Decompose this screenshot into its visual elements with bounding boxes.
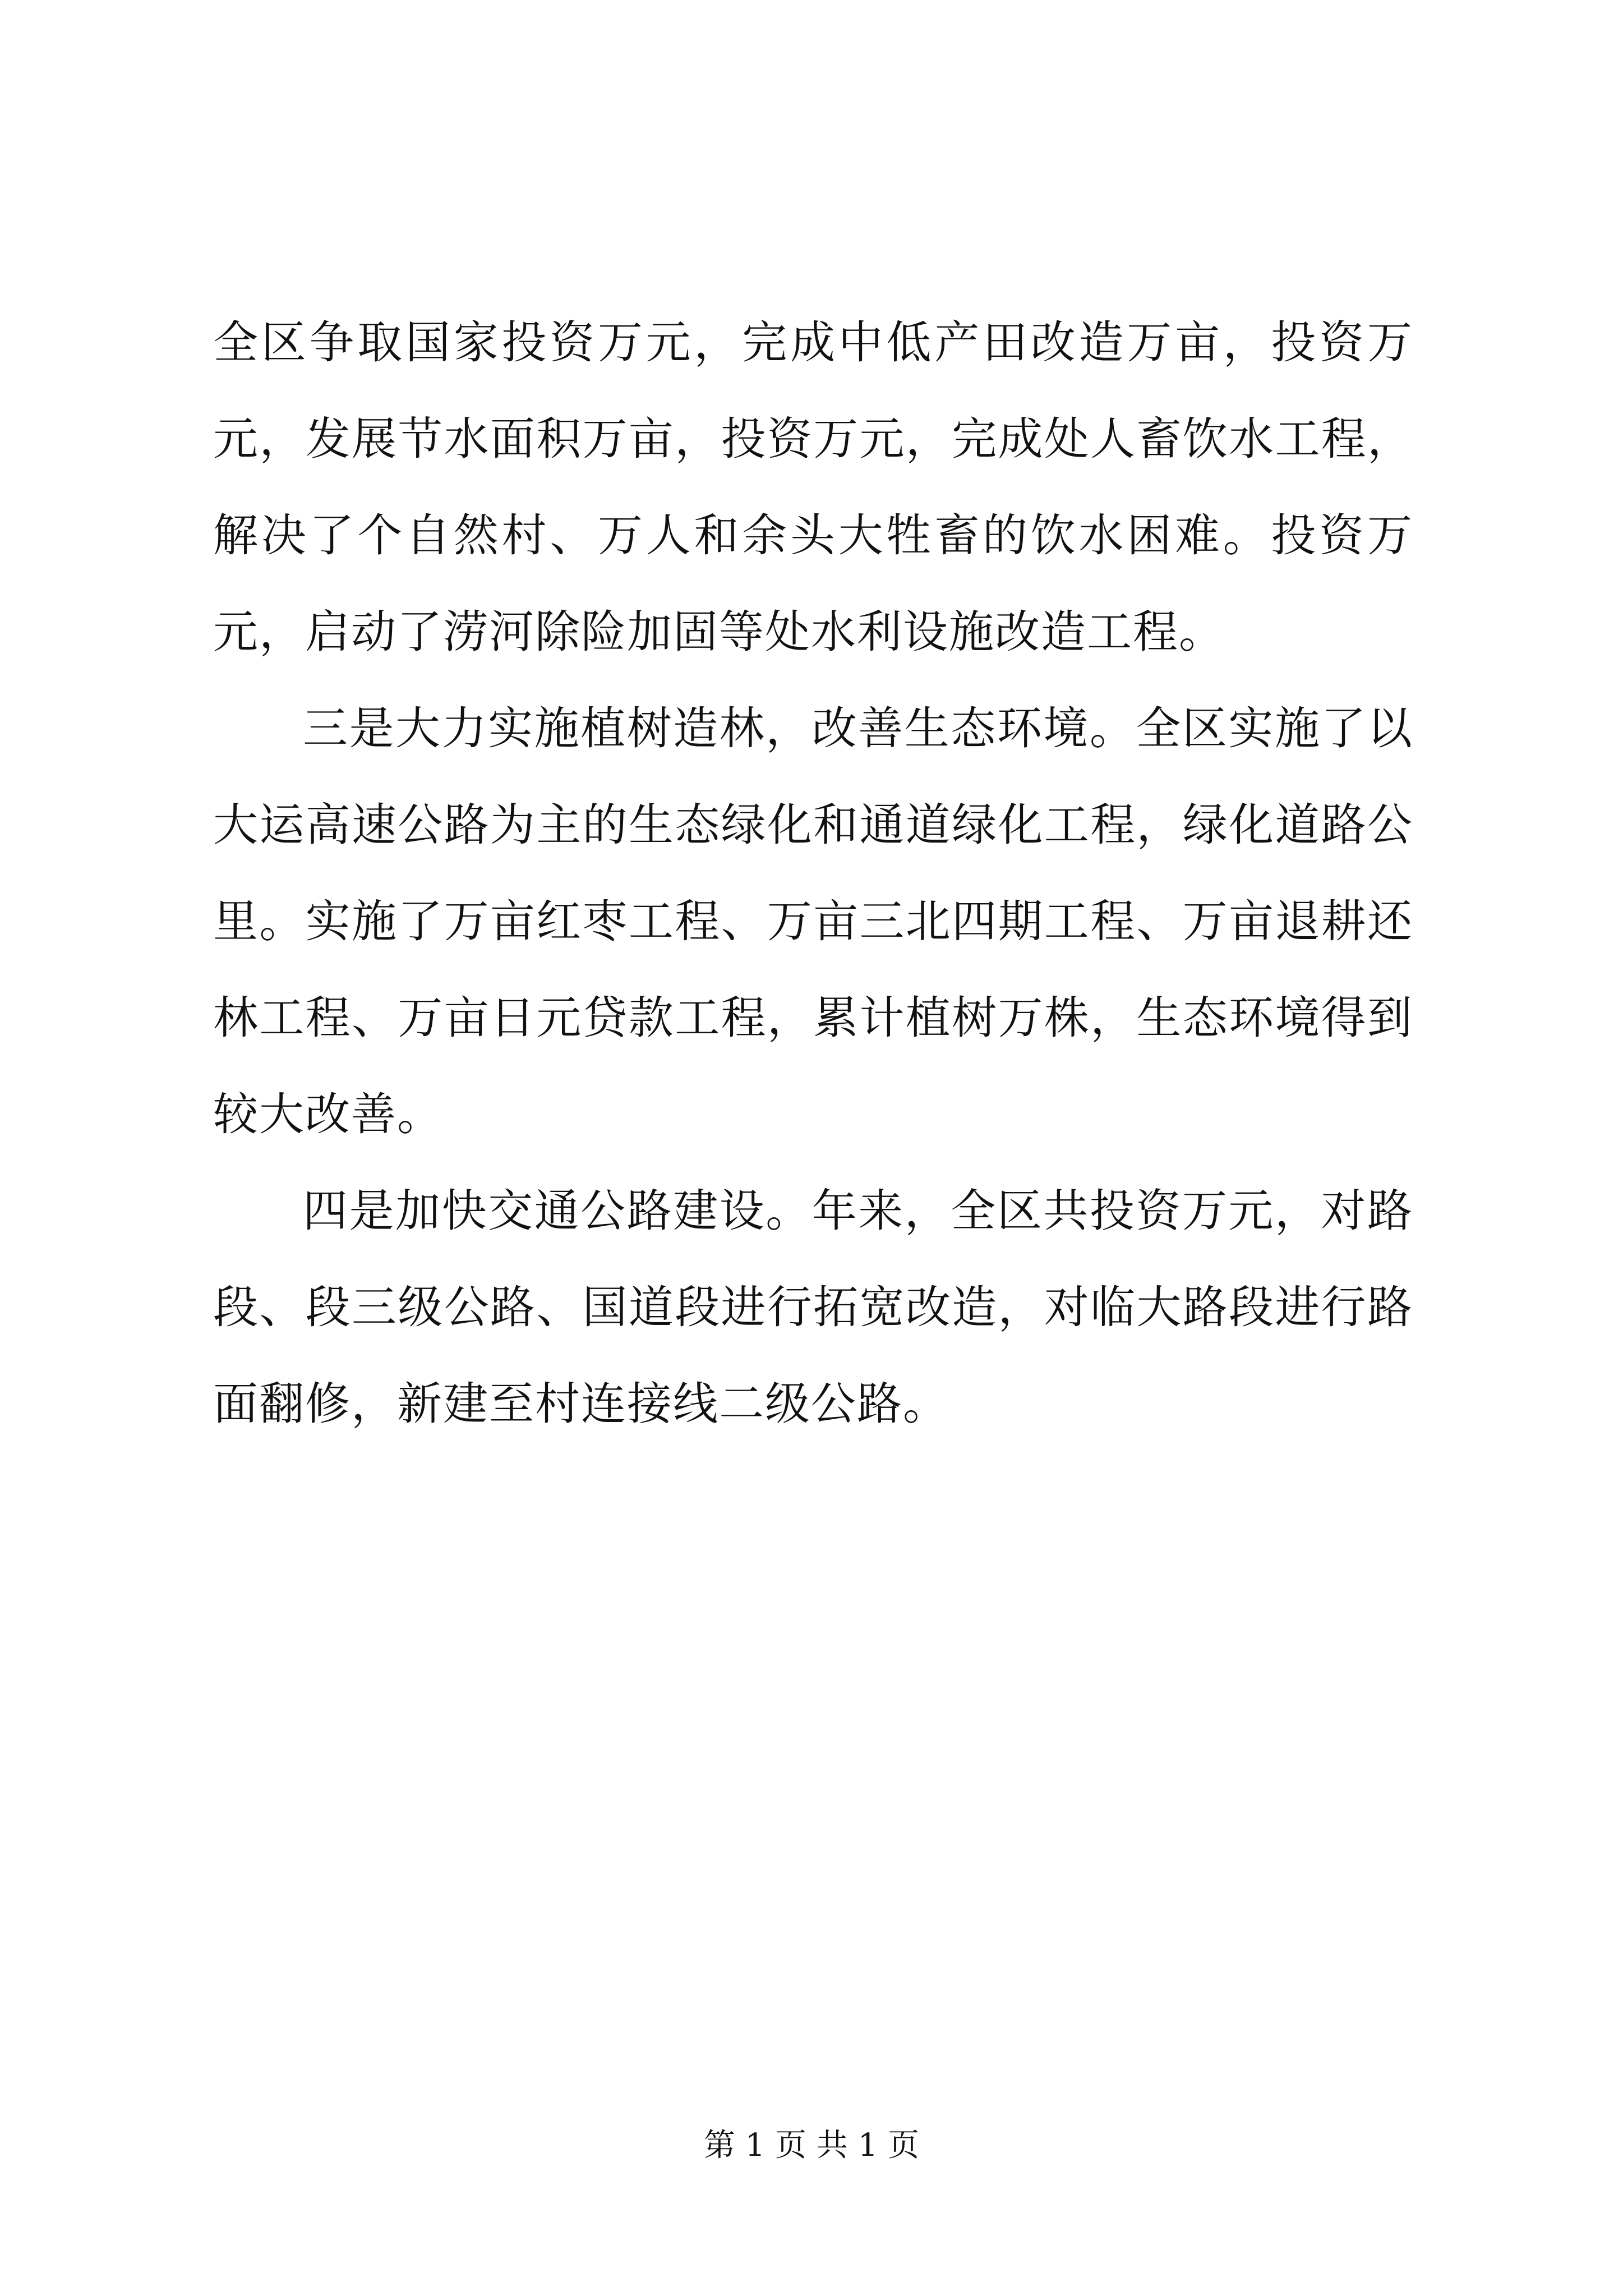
paragraph-3: 四是加快交通公路建设。年来，全区共投资万元，对路段、段三级公路、国道段进行拓宽改造，对临大路段进行路面翻修，新建至村连接线二级公路。 (213, 1185, 1413, 1430)
paragraph-1: 全区争取国家投资万元，完成中低产田改造万亩，投资万元，发展节水面积万亩，投资万元，完成处人畜饮水工程，解决了个自然村、万人和余头大牲畜的饮水困难。投资万元，启动了涝河除险加固等处水利设施改造工程。 (213, 316, 1413, 658)
page-footer: 第 1 页 共 1 页 (703, 2127, 920, 2164)
document-body (213, 295, 1413, 1452)
paragraph-2: 三是大力实施植树造林，改善生态环境。全区实施了以大运高速公路为主的生态绿化和通道绿化工程，绿化道路公里。实施了万亩红枣工程、万亩三北四期工程、万亩退耕还林工程、万亩日元贷款工程，累计植树万株，生态环境得到较大改善。 (213, 702, 1413, 1140)
